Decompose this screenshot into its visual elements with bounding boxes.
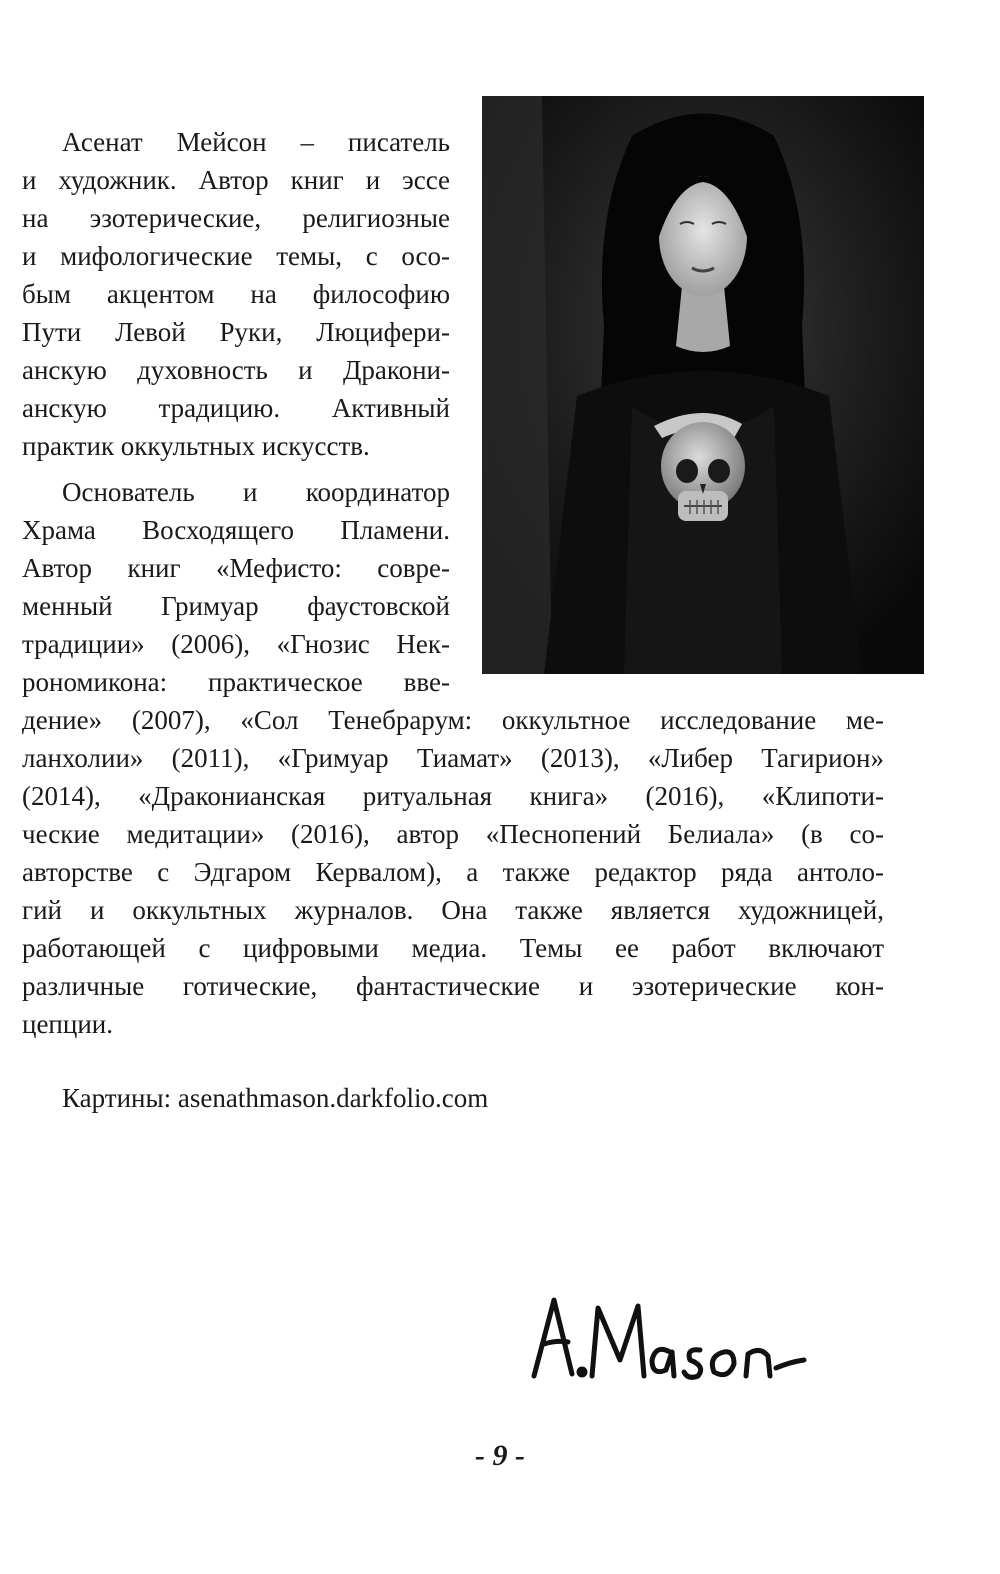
bio-line: ческие медитации» (2016), автор «Песнопений Белиала» (в со- [22,819,884,849]
bio-line: на эзотерические, религиозные [22,203,450,233]
website-line: Картины: asenathmason.darkfolio.com [62,1083,489,1113]
page-number: - 9 - [475,1439,525,1472]
bio-line: и мифологические темы, с осо- [22,241,450,271]
bio-line: бым акцентом на философию [22,279,450,309]
bio-line: традиции» (2006), «Гнозис Нек- [22,629,450,659]
portrait-illustration [482,96,924,674]
bio-line: (2014), «Драконианская ритуальная книга» (2016), «Клипоти- [22,781,884,811]
author-portrait-photo [482,96,924,674]
bio-line: гий и оккультных журналов. Она также является художницей, [22,895,884,925]
bio-line: Пути Левой Руки, Люцифери- [22,317,450,347]
bio-line: и художник. Автор книг и эссе [22,165,450,195]
bio-line: анскую духовность и Дракони- [22,355,450,385]
bio-line: дение» (2007), «Сол Тенебрарум: оккультное исследование ме- [22,705,884,735]
bio-line: анскую традицию. Активный [22,393,450,423]
bio-line: практик оккультных искусств. [22,431,370,461]
bio-line: Храма Восходящего Пламени. [22,515,450,545]
bio-line: различные готические, фантастические и эзотерические кон- [22,971,884,1001]
bio-line: Асенат Мейсон – писатель [62,127,450,157]
bio-line: цепции. [22,1009,113,1039]
bio-line: менный Гримуар фаустовской [22,591,450,621]
bio-line: Основатель и координатор [62,477,450,507]
bio-line: ланхолии» (2011), «Гримуар Тиамат» (2013), «Либер Тагирион» [22,743,884,773]
bio-line: рономикона: практическое вве- [22,667,450,697]
bio-line: Автор книг «Мефисто: совре- [22,553,450,583]
bio-line: авторстве с Эдгаром Кервалом), а также редактор ряда антоло- [22,857,884,887]
author-signature [520,1280,820,1390]
bio-line: работающей с цифровыми медиа. Темы ее работ включают [22,933,884,963]
